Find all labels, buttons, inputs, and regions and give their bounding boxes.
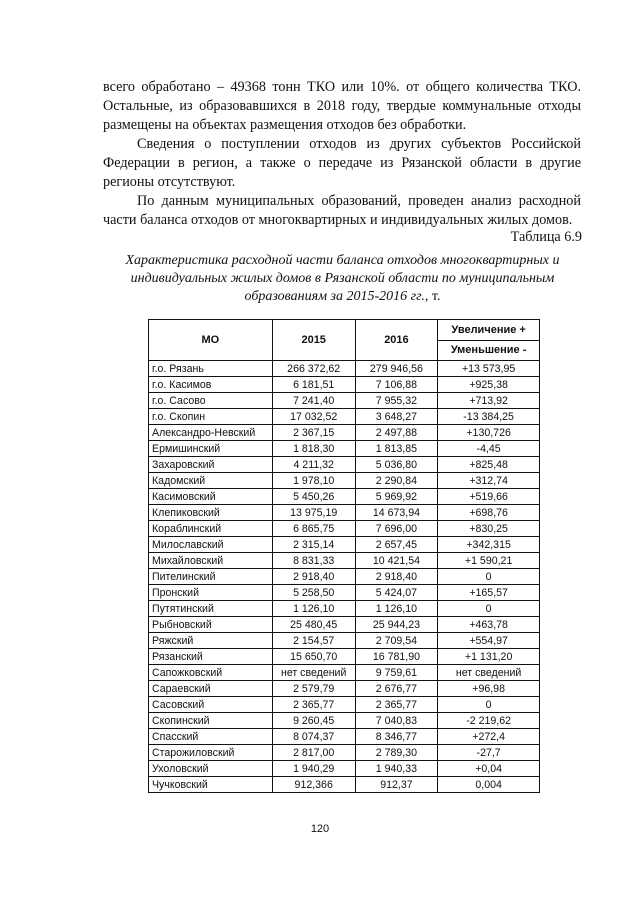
- cell-2015: 13 975,19: [272, 505, 355, 521]
- table-row: [149, 601, 540, 617]
- cell-2016: 2 709,54: [355, 633, 438, 649]
- cell-mo: Спасский: [149, 729, 273, 745]
- cell-mo: г.о. Скопин: [149, 409, 273, 425]
- cell-2015: 8 074,37: [272, 729, 355, 745]
- cell-diff: +925,38: [438, 377, 540, 393]
- cell-2016: 7 696,00: [355, 521, 438, 537]
- cell-2015: 1 126,10: [272, 601, 355, 617]
- cell-2016: 1 940,33: [355, 761, 438, 777]
- cell-2015: 2 367,15: [272, 425, 355, 441]
- cell-mo: Пронский: [149, 585, 273, 601]
- cell-2015: 15 650,70: [272, 649, 355, 665]
- cell-diff: +13 573,95: [438, 361, 540, 377]
- paragraph-1: всего обработано – 49368 тонн ТКО или 10%. от общего количества ТКО. Остальные, из образовавшихся в 2018 году, твердые коммунальные отходы размещены на объектах размещения отходов без обработки.: [103, 79, 581, 133]
- cell-2016: 2 918,40: [355, 569, 438, 585]
- cell-mo: Ермишинский: [149, 441, 273, 457]
- cell-mo: Кораблинский: [149, 521, 273, 537]
- cell-diff: -27,7: [438, 745, 540, 761]
- cell-2016: 2 789,30: [355, 745, 438, 761]
- cell-diff: -13 384,25: [438, 409, 540, 425]
- cell-2016: 10 421,54: [355, 553, 438, 569]
- cell-mo: Путятинский: [149, 601, 273, 617]
- cell-2016: 1 126,10: [355, 601, 438, 617]
- cell-2016: 7 106,88: [355, 377, 438, 393]
- paragraph-2: Сведения о поступлении отходов из других субъектов Российской Федерации в регион, а также о передаче из Рязанской области в другие регионы отсутствуют.: [103, 136, 581, 190]
- cell-diff: +463,78: [438, 617, 540, 633]
- cell-diff: +130,726: [438, 425, 540, 441]
- cell-mo: Ухоловский: [149, 761, 273, 777]
- table-row: [149, 505, 540, 521]
- paragraph-3: По данным муниципальных образований, проведен анализ расходной части баланса отходов от многоквартирных и индивидуальных жилых домов.: [103, 193, 581, 228]
- cell-2015: 2 918,40: [272, 569, 355, 585]
- cell-diff: +1 590,21: [438, 553, 540, 569]
- cell-mo: Сасовский: [149, 697, 273, 713]
- cell-2015: 25 480,45: [272, 617, 355, 633]
- cell-diff: -4,45: [438, 441, 540, 457]
- table-row: [149, 569, 540, 585]
- cell-2015: 2 579,79: [272, 681, 355, 697]
- cell-mo: Милославский: [149, 537, 273, 553]
- cell-2015: 1 818,30: [272, 441, 355, 457]
- cell-mo: Михайловский: [149, 553, 273, 569]
- table-row: [149, 473, 540, 489]
- cell-mo: Сапожковский: [149, 665, 273, 681]
- cell-diff: 0: [438, 569, 540, 585]
- cell-2015: 17 032,52: [272, 409, 355, 425]
- header-mo: МО: [149, 320, 273, 361]
- cell-2016: 2 657,45: [355, 537, 438, 553]
- cell-mo: г.о. Касимов: [149, 377, 273, 393]
- table-row: [149, 457, 540, 473]
- cell-mo: Александро-Невский: [149, 425, 273, 441]
- table-row: [149, 681, 540, 697]
- cell-diff: +312,74: [438, 473, 540, 489]
- cell-2016: 7 955,32: [355, 393, 438, 409]
- cell-2015: 6 865,75: [272, 521, 355, 537]
- cell-2015: 1 978,10: [272, 473, 355, 489]
- cell-2016: 2 676,77: [355, 681, 438, 697]
- cell-2016: 16 781,90: [355, 649, 438, 665]
- cell-mo: Старожиловский: [149, 745, 273, 761]
- cell-2016: 9 759,61: [355, 665, 438, 681]
- cell-mo: Пителинский: [149, 569, 273, 585]
- cell-2016: 2 365,77: [355, 697, 438, 713]
- table-row: [149, 697, 540, 713]
- caption-unit: , т.: [424, 289, 441, 304]
- page-number: 120: [310, 823, 330, 835]
- table-row: [149, 729, 540, 745]
- cell-mo: Рязанский: [149, 649, 273, 665]
- cell-2015: 4 211,32: [272, 457, 355, 473]
- cell-mo: Касимовский: [149, 489, 273, 505]
- cell-2015: 9 260,45: [272, 713, 355, 729]
- cell-2016: 1 813,85: [355, 441, 438, 457]
- header-decrease: Уменьшение -: [438, 340, 540, 361]
- table-row: [149, 617, 540, 633]
- table-row: [149, 585, 540, 601]
- cell-diff: +342,315: [438, 537, 540, 553]
- cell-diff: +830,25: [438, 521, 540, 537]
- cell-2015: 1 940,29: [272, 761, 355, 777]
- table-row: [149, 393, 540, 409]
- cell-mo: Захаровский: [149, 457, 273, 473]
- cell-mo: Рыбновский: [149, 617, 273, 633]
- cell-diff: +0,04: [438, 761, 540, 777]
- cell-diff: +1 131,20: [438, 649, 540, 665]
- cell-mo: г.о. Рязань: [149, 361, 273, 377]
- table-row: [149, 777, 540, 793]
- body-text: [103, 78, 581, 230]
- table-row: [149, 761, 540, 777]
- cell-mo: Сараевский: [149, 681, 273, 697]
- cell-2015: 5 450,26: [272, 489, 355, 505]
- header-2016: 2016: [355, 320, 438, 361]
- cell-mo: Скопинский: [149, 713, 273, 729]
- cell-diff: +272,4: [438, 729, 540, 745]
- table-row: [149, 553, 540, 569]
- cell-diff: +519,66: [438, 489, 540, 505]
- cell-mo: Чучковский: [149, 777, 273, 793]
- cell-diff: 0,004: [438, 777, 540, 793]
- cell-diff: +165,57: [438, 585, 540, 601]
- header-2015: 2015: [272, 320, 355, 361]
- cell-diff: -2 219,62: [438, 713, 540, 729]
- table-row: [149, 377, 540, 393]
- table-row: [149, 361, 540, 377]
- cell-2016: 5 424,07: [355, 585, 438, 601]
- cell-mo: Клепиковский: [149, 505, 273, 521]
- cell-2015: 266 372,62: [272, 361, 355, 377]
- cell-diff: +698,76: [438, 505, 540, 521]
- table-row: [149, 441, 540, 457]
- cell-2016: 5 036,80: [355, 457, 438, 473]
- cell-2016: 2 290,84: [355, 473, 438, 489]
- cell-2016: 8 346,77: [355, 729, 438, 745]
- table-label: Таблица 6.9: [510, 229, 582, 245]
- cell-2016: 912,37: [355, 777, 438, 793]
- cell-2015: нет сведений: [272, 665, 355, 681]
- cell-2015: 8 831,33: [272, 553, 355, 569]
- table-body: [149, 361, 540, 793]
- cell-diff: 0: [438, 601, 540, 617]
- table-row: [149, 537, 540, 553]
- table-row: [149, 425, 540, 441]
- cell-2015: 912,366: [272, 777, 355, 793]
- table-row: [149, 665, 540, 681]
- cell-diff: +825,48: [438, 457, 540, 473]
- cell-2016: 3 648,27: [355, 409, 438, 425]
- cell-mo: г.о. Сасово: [149, 393, 273, 409]
- table-caption: [100, 252, 585, 306]
- caption-title: Характеристика расходной части баланса отходов многоквартирных и индивидуальных жилых домов в Рязанской области по муниципальным образованиям за 2015-2016 гг.: [125, 253, 560, 304]
- cell-2016: 279 946,56: [355, 361, 438, 377]
- cell-2016: 2 497,88: [355, 425, 438, 441]
- cell-2015: 2 817,00: [272, 745, 355, 761]
- cell-2015: 2 315,14: [272, 537, 355, 553]
- cell-mo: Кадомский: [149, 473, 273, 489]
- cell-2015: 2 365,77: [272, 697, 355, 713]
- waste-balance-table: [148, 319, 540, 793]
- cell-2015: 2 154,57: [272, 633, 355, 649]
- header-increase: Увеличение +: [438, 320, 540, 341]
- cell-diff: +96,98: [438, 681, 540, 697]
- table-row: [149, 713, 540, 729]
- cell-2016: 14 673,94: [355, 505, 438, 521]
- cell-2016: 25 944,23: [355, 617, 438, 633]
- cell-2016: 7 040,83: [355, 713, 438, 729]
- table-row: [149, 521, 540, 537]
- table-row: [149, 489, 540, 505]
- cell-diff: 0: [438, 697, 540, 713]
- cell-diff: +713,92: [438, 393, 540, 409]
- table-row: [149, 633, 540, 649]
- cell-mo: Ряжский: [149, 633, 273, 649]
- table-row: [149, 745, 540, 761]
- cell-2015: 5 258,50: [272, 585, 355, 601]
- table-row: [149, 409, 540, 425]
- cell-2015: 6 181,51: [272, 377, 355, 393]
- cell-2015: 7 241,40: [272, 393, 355, 409]
- cell-2016: 5 969,92: [355, 489, 438, 505]
- table-row: [149, 649, 540, 665]
- cell-diff: нет сведений: [438, 665, 540, 681]
- cell-diff: +554,97: [438, 633, 540, 649]
